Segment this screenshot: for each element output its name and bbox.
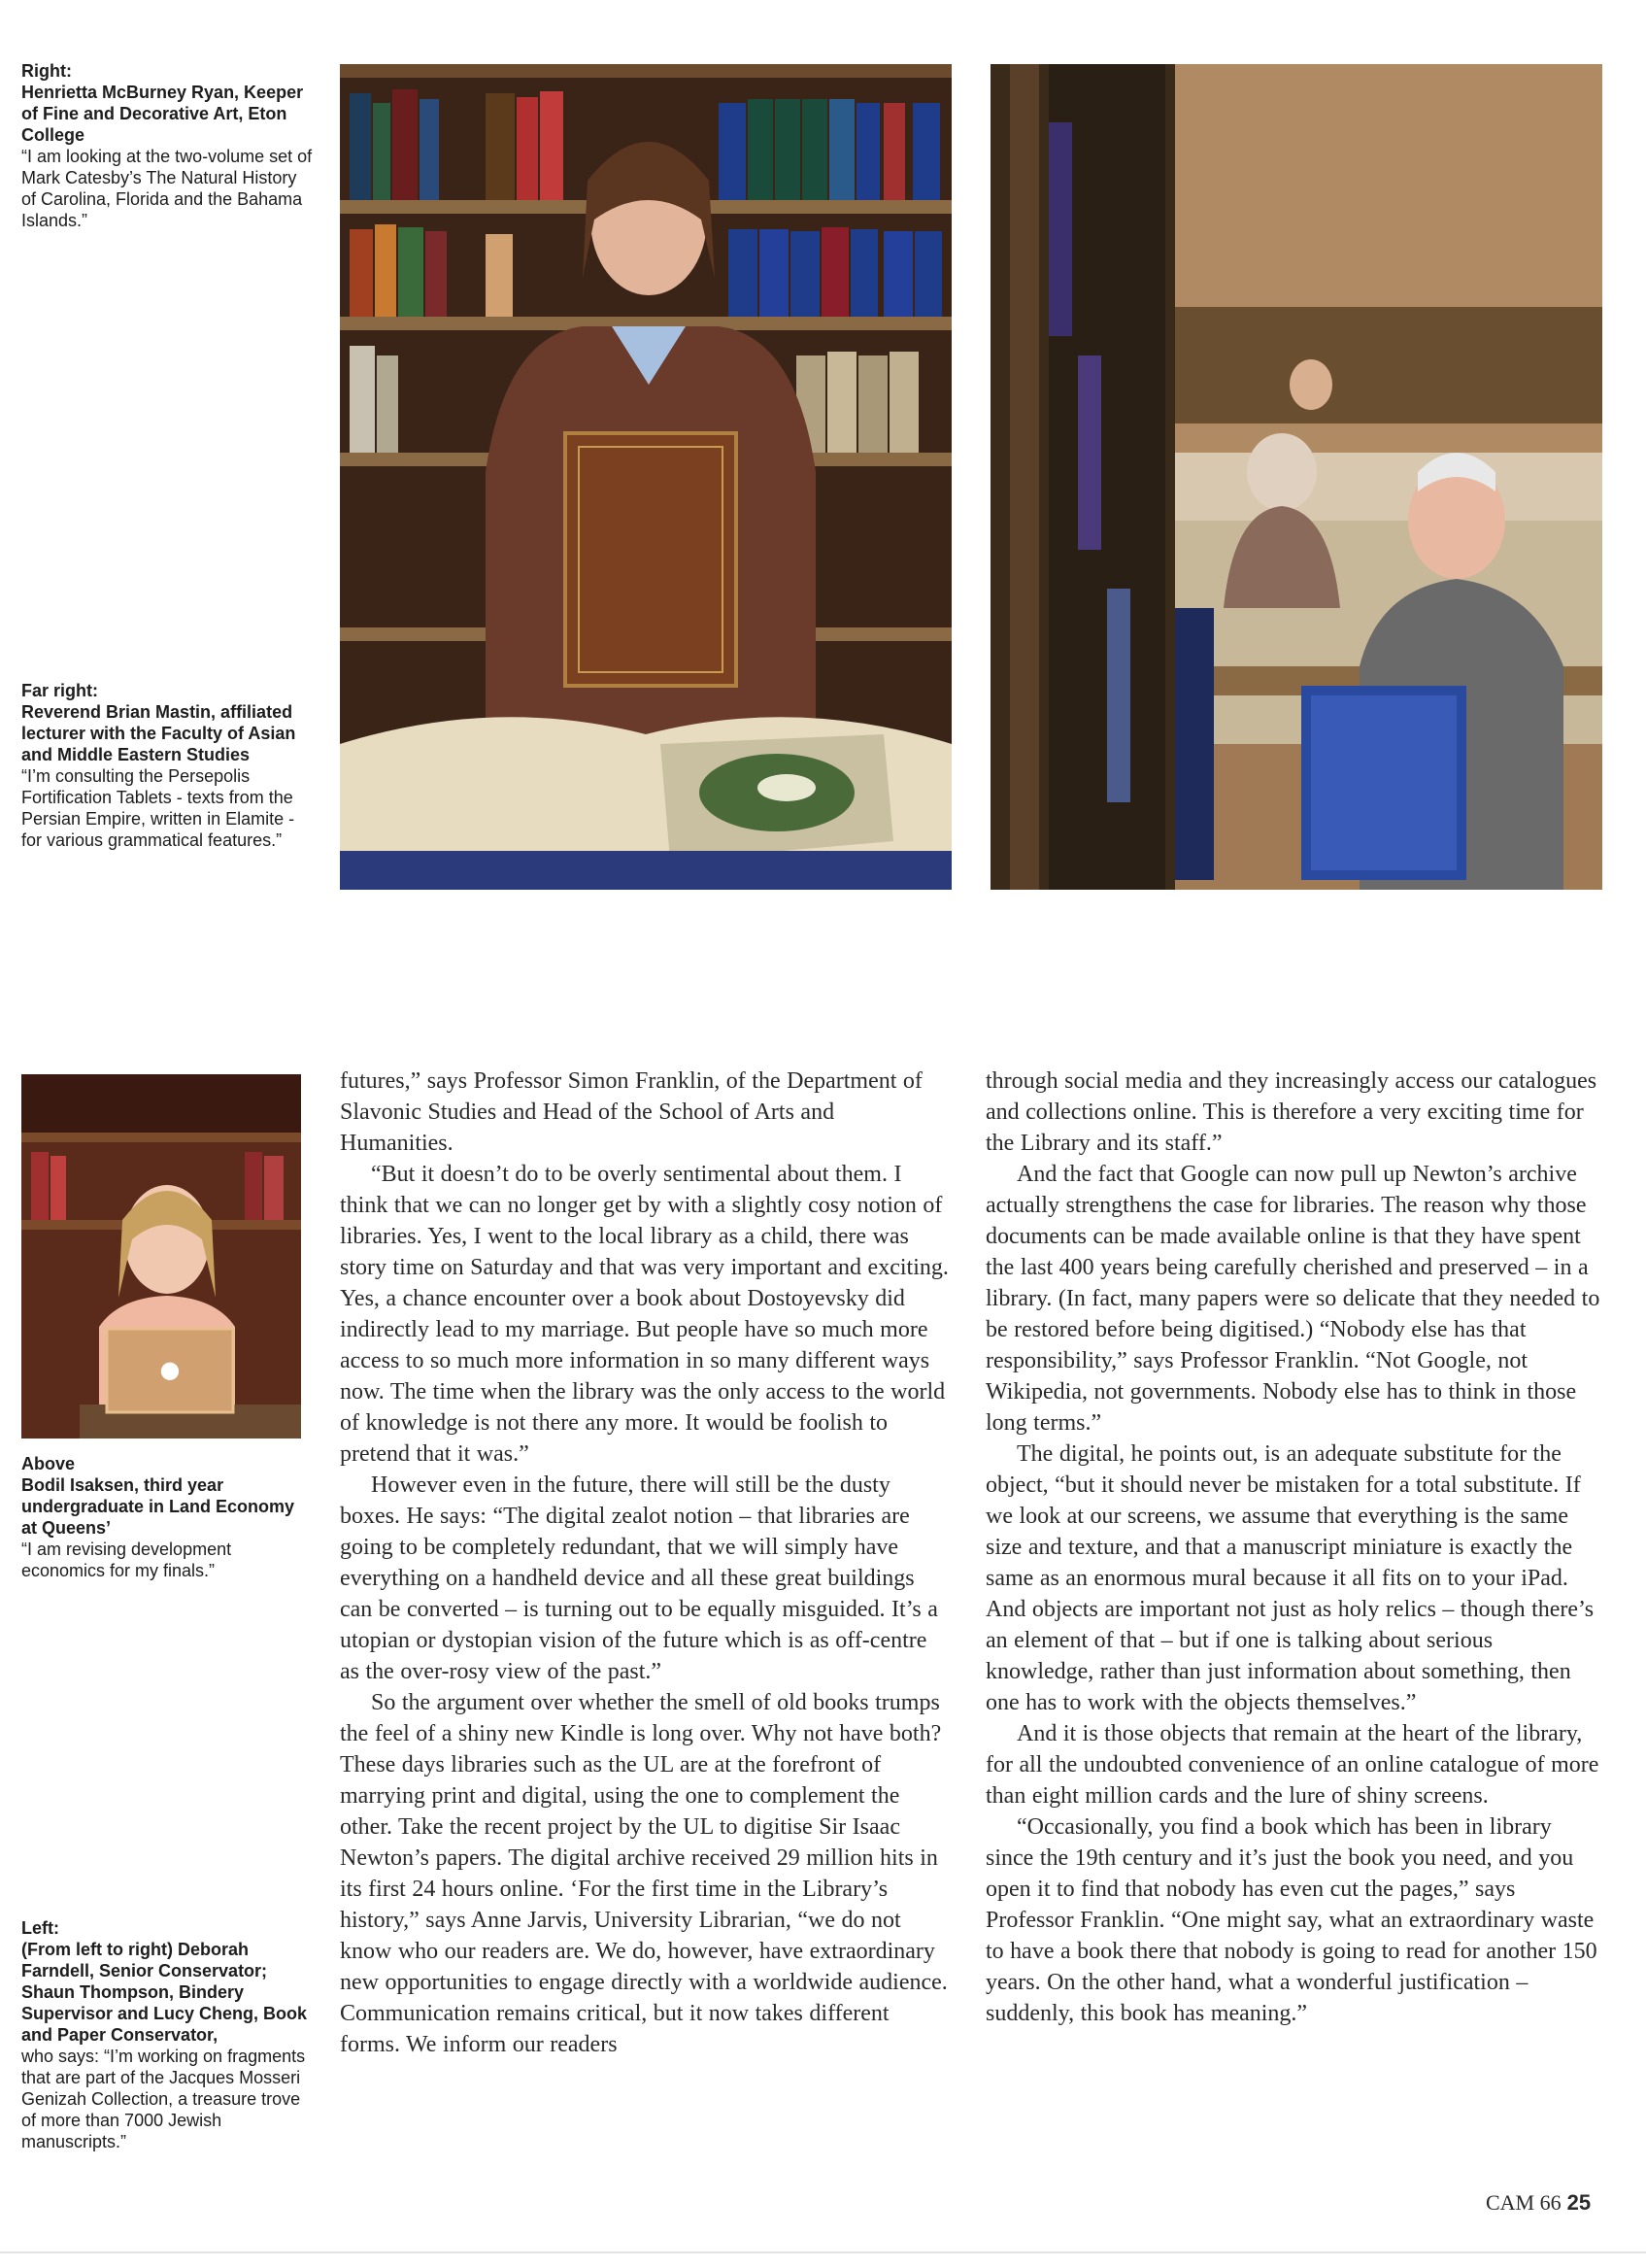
librarian-holding-book-photo [340, 64, 952, 890]
caption-name: Bodil Isaksen, third year undergraduate in Land Economy at Queens’ [21, 1475, 295, 1538]
caption-label: Far right: [21, 681, 98, 700]
student-photo-art [21, 1074, 301, 1439]
caption-left [21, 1917, 313, 2152]
caption-name: (From left to right) Deborah Farndell, Senior Conservator; Shaun Thompson, Bindery Supervisor and Lucy Cheng, Book and Paper Conservator, [21, 1940, 308, 2045]
article-paragraph: futures,” says Professor Simon Franklin, of the Department of Slavonic Studies and Head of the School of Arts and Humanities. [340, 1068, 923, 1156]
article-column-2 [986, 1066, 1602, 2029]
article-paragraph: However even in the future, there will still be the dusty boxes. He says: “The digital zealot notion – that libraries are going to be completely redundant, that we will simply have everything on a handheld device and all these great buildings can be converted – is turning out to be equally misguided. It’s a utopian or dystopian vision of the future which is as off-centre as the over-rosy view of the past.” [340, 1473, 938, 1684]
caption-quote: “I am revising development economics for my finals.” [21, 1540, 232, 1580]
caption-name: Reverend Brian Mastin, affiliated lecturer with the Faculty of Asian and Middle Eastern Studies [21, 702, 296, 764]
article-paragraph: And the fact that Google can now pull up Newton’s archive actually strengthens the case for libraries. The reason why those documents can be made available online is that they have spent the last 400 years being carefully cherished and preserved – in a library. (In fact, many papers were so delicate that they needed to be restored before being digitised.) “Nobody else has that responsibility,” says Professor Franklin. “Not Google, not Wikipedia, not governments. Nobody else has to think in those long terms.” [986, 1162, 1600, 1436]
caption-far-right [21, 680, 313, 851]
article-paragraph: through social media and they increasingly access our catalogues and collections online. This is therefore a very exciting time for the Library and its staff.” [986, 1068, 1597, 1156]
librarian-photo-art [340, 64, 952, 890]
caption-label: Left: [21, 1918, 59, 1938]
article-paragraph: “But it doesn’t do to be overly sentimental about them. I think that we can no longer get by with a slightly cosy notion of libraries. Yes, I went to the local library as a child, there was story time on Saturday and that was very important and exciting. Yes, a chance encounter over a book about Dostoyevsky did indirectly lead to my marriage. But people have so much more access to so much more information in so many different ways now. The time when the library was the only access to the world of knowledge is not there any more. It would be foolish to pretend that it was.” [340, 1162, 949, 1467]
page-number: 25 [1566, 2190, 1592, 2215]
article-paragraph: So the argument over whether the smell of old books trumps the feel of a shiny new Kindle is long over. Why not have both? These days libraries such as the UL are at the forefront of marrying print and digital, using the one to complement the other. Take the recent project by the UL to digitise Sir Isaac Newton’s papers. The digital archive received 29 million hits in its first 24 hours online. ‘For the first time in the Library’s history,” says Anne Jarvis, University Librarian, “we do not know who our readers are. We do, however, have extraordinary new opportunities to engage directly with a worldwide audience. Communication remains critical, but it now takes different forms. We inform our readers [340, 1690, 948, 2057]
magazine-issue: CAM 66 [1486, 2190, 1562, 2215]
caption-right [21, 60, 313, 231]
article-paragraph: The digital, he points out, is an adequate substitute for the object, “but it should never be mistaken for a total substitute. If we look at our screens, we assume that everything is the same size and texture, and that a manuscript miniature is exactly the same as an enormous mural because it all fits on to your iPad. And objects are important not just as holy relics – though there’s an element of that – but if one is talking about serious knowledge, rather than just information about something, then one has to work with the objects themselves.” [986, 1441, 1595, 1715]
caption-above [21, 1453, 313, 1581]
caption-quote: “I’m consulting the Persepolis Fortification Tablets - texts from the Persian Empire, written in Elamite - for various grammatical features.” [21, 766, 295, 850]
article-paragraph: “Occasionally, you find a book which has been in library since the 19th century and it’s just the book you need, and you open it to find that nobody has even cut the pages,” says Professor Franklin. “One might say, what an extraordinary waste to have a book there that nobody is going to read for another 150 years. On the other hand, what a wonderful justification – suddenly, this book has meaning.” [986, 1814, 1597, 2026]
reading-room-photo-art [991, 64, 1602, 890]
page-folio [1486, 2190, 1591, 2216]
caption-quote: “I am looking at the two-volume set of Mark Catesby’s The Natural History of Carolina, Florida and the Bahama Islands.” [21, 147, 313, 230]
caption-label: Right: [21, 61, 72, 81]
reading-room-photo [991, 64, 1602, 890]
caption-quote: who says: “I’m working on fragments that are part of the Jacques Mosseri Genizah Collection, a treasure trove of more than 7000 Jewish manuscripts.” [21, 2047, 306, 2151]
student-with-laptop-photo [21, 1074, 301, 1439]
caption-label: Above [21, 1454, 76, 1473]
caption-name: Henrietta McBurney Ryan, Keeper of Fine and Decorative Art, Eton College [21, 83, 304, 145]
page-bottom-rule [0, 2251, 1646, 2253]
article-paragraph: And it is those objects that remain at the heart of the library, for all the undoubted convenience of an online catalogue of more than eight million cards and the lure of shiny screens. [986, 1721, 1599, 1809]
article-column-1 [340, 1066, 952, 2060]
svg-text:●: ● [159, 1356, 181, 1383]
